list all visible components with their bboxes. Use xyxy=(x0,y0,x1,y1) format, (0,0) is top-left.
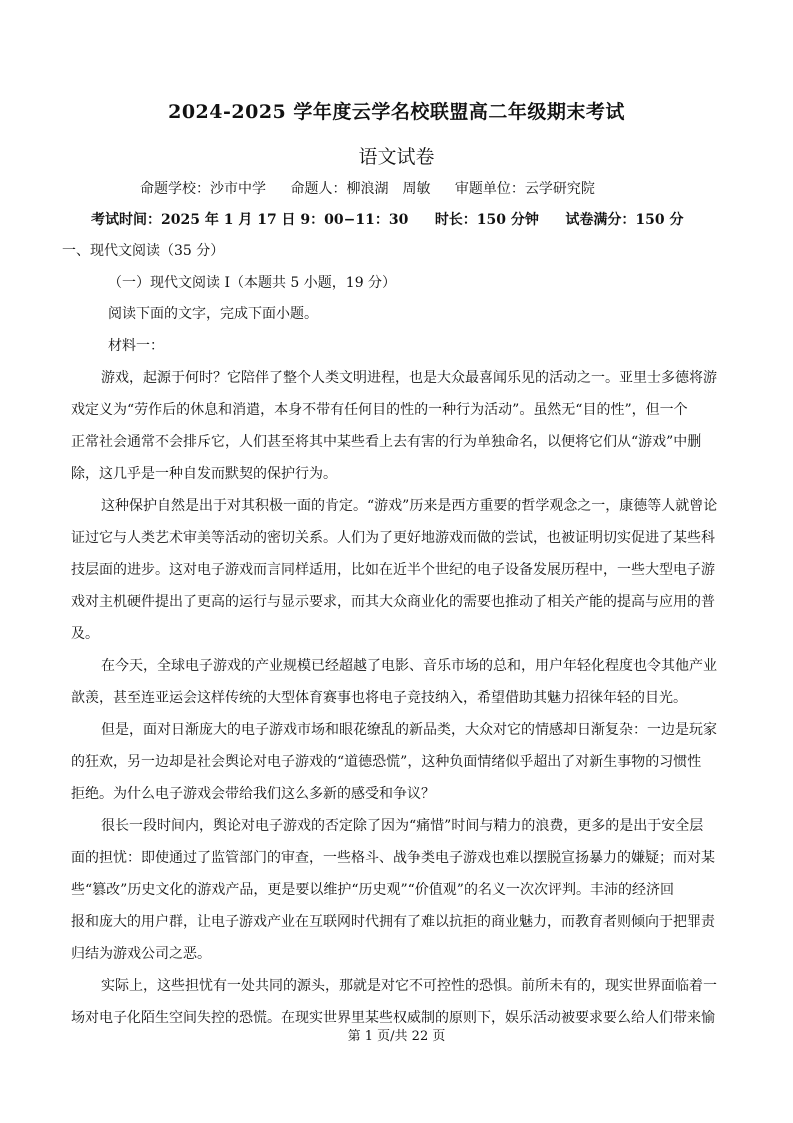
paragraph-line: 的狂欢，另一边却是社会舆论对电子游戏的“道德恐慌”，这种负面情绪似乎超出了对新生事物的习惯性 xyxy=(71,754,702,770)
paragraph-line: 在今天，全球电子游戏的产业规模已经超越了电影、音乐市场的总和，用户年轻化程度也令其他产业 xyxy=(101,658,717,674)
paragraph-line: 游戏，起源于何时？它陪伴了整个人类文明进程，也是大众最喜闻乐见的活动之一。亚里士多德将游 xyxy=(101,370,717,386)
page-number: 第 1 页/共 22 页 xyxy=(347,1029,446,1044)
material-label: 材料一： xyxy=(108,338,164,354)
exam-meta-row-2 xyxy=(91,209,705,229)
paragraph-line: 技层面的进步。这对电子游戏而言同样适用，比如在近半个世纪的电子设备发展历程中，一些大型电子游 xyxy=(71,562,715,578)
paragraph-line: 拒绝。为什么电子游戏会带给我们这么多新的感受和争议？ xyxy=(71,786,435,802)
paragraph-line: 戏对主机硬件提出了更高的运行与显示要求，而其大众商业化的需要也推动了相关产能的提高与应用的普 xyxy=(71,594,715,610)
paragraph-line: 实际上，这些担忧有一处共同的源头，那就是对它不可控性的恐惧。前所未有的，现实世界面临着一 xyxy=(101,978,717,994)
paragraph-line: 但是，面对日渐庞大的电子游戏市场和眼花缭乱的新品类，大众对它的情感却日渐复杂：一边是玩家 xyxy=(101,722,717,738)
meta-full-score: 试卷满分：150 分 xyxy=(565,212,684,228)
paragraph-line: 戏定义为“劳作后的休息和消遣，本身不带有任何目的性的一种行为活动”。虽然无“目的性”，但一个 xyxy=(71,402,688,418)
reading-instruction: 阅读下面的文字，完成下面小题。 xyxy=(108,306,318,322)
meta-school: 命题学校：沙市中学 xyxy=(140,181,266,197)
meta-time: 考试时间：2025 年 1 月 17 日 9：00−11：30 xyxy=(91,212,409,228)
exam-subtitle: 语文试卷 xyxy=(358,146,435,168)
paragraph-line: 归结为游戏公司之恶。 xyxy=(71,946,211,962)
paragraph-line: 证过它与人类艺术审美等活动的密切关系。人们为了更好地游戏而做的尝试，也被证明切实促进了某些科 xyxy=(71,530,715,546)
paragraph-line: 正常社会通常不会排斥它，人们甚至将其中某些看上去有害的行为单独命名，以便将它们从“游戏”中删 xyxy=(71,434,702,450)
subsection-heading: （一）现代文阅读 I（本题共 5 小题，19 分） xyxy=(108,275,397,291)
paragraph-line: 除，这几乎是一种自发而默契的保护行为。 xyxy=(71,466,337,482)
exam-title: 2024-2025 学年度云学名校联盟高二年级期末考试 xyxy=(168,101,625,123)
paragraph-line: 些“篡改”历史文化的游戏产品，更是要以维护“历史观”“价值观”的名义一次次评判。丰沛的经济回 xyxy=(71,882,674,898)
meta-setters: 命题人：柳浪湖 周敏 xyxy=(290,181,431,197)
exam-meta-row-1 xyxy=(140,178,615,198)
paragraph-line: 很长一段时间内，舆论对电子游戏的否定除了因为“痛惜”时间与精力的浪费，更多的是出于安全层 xyxy=(101,818,704,834)
section-heading: 一、现代文阅读（35 分） xyxy=(62,243,225,259)
paragraph-line: 场对电子化陌生空间失控的恐慌。在现实世界里某些权威制的原则下，娱乐活动被要求要么给人们带来愉 xyxy=(71,1010,715,1026)
meta-reviewer: 审题单位：云学研究院 xyxy=(454,181,595,197)
paragraph-line: 这种保护自然是出于对其积极一面的肯定。“游戏”历来是西方重要的哲学观念之一，康德等人就曾论 xyxy=(101,498,718,514)
paragraph-line: 及。 xyxy=(71,626,99,642)
paragraph-line: 报和庞大的用户群，让电子游戏产业在互联网时代拥有了难以抗拒的商业魅力，而教育者则倾向于把罪责 xyxy=(71,914,715,930)
meta-duration: 时长：150 分钟 xyxy=(434,212,539,228)
paragraph-line: 面的担忧：即使通过了监管部门的审查，一些格斗、战争类电子游戏也难以摆脱宣扬暴力的嫌疑；而对某 xyxy=(71,850,715,866)
paragraph-line: 歆羡，甚至连亚运会这样传统的大型体育赛事也将电子竞技纳入，希望借助其魅力招徕年轻的目光。 xyxy=(71,690,687,706)
